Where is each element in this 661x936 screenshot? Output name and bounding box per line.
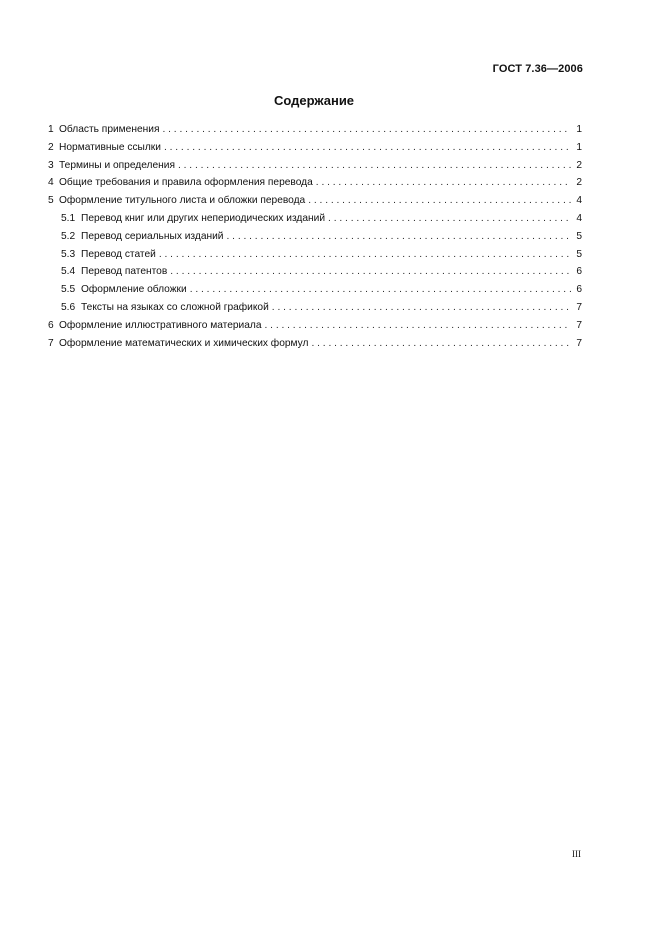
toc-entry[interactable] [48,174,582,192]
toc-entry-page: 7 [576,301,582,313]
toc-entry-number: 1 [48,124,54,135]
toc-entry-page: 6 [576,284,582,296]
dot-leader [272,299,571,317]
dot-leader [227,228,572,246]
toc-entry-label: Перевод патентов [81,266,168,278]
toc-entry[interactable] [48,317,582,335]
toc-entry-number: 5 [48,195,54,207]
toc-entry[interactable] [48,121,582,139]
toc-entry-page: 2 [576,177,582,189]
toc-subentry[interactable] [48,299,582,317]
toc-entry-label: Оформление титульного листа и обложки перевода [59,195,306,207]
toc-entry-page: 7 [576,319,582,331]
toc-entry-label: Область применения [59,124,160,135]
toc-entry-number: 5.2 [61,230,76,242]
toc-entry-page: 5 [576,248,582,260]
dot-leader [164,139,571,157]
toc-entry-label: Нормативные ссылки [59,141,161,153]
toc-subentry[interactable] [48,246,582,264]
table-of-contents [48,121,582,352]
toc-entry-page: 6 [576,266,582,278]
toc-entry-number: 5.3 [61,248,76,260]
toc-entry-label: Перевод сериальных изданий [81,230,224,242]
toc-subentry[interactable] [48,281,582,299]
document-code: ГОСТ 7.36—2006 [492,63,583,75]
toc-entry-number: 5.5 [61,284,76,296]
toc-entry-label: Оформление иллюстративного материала [59,319,262,331]
dot-leader [316,174,571,192]
dot-leader [178,157,571,175]
toc-entry[interactable] [48,335,582,353]
toc-entry-number: 6 [48,319,54,331]
toc-entry-label: Перевод книг или других непериодических изданий [81,212,326,224]
dot-leader [170,263,571,281]
toc-entry-page: 7 [576,337,582,349]
dot-leader [159,246,571,264]
toc-entry-label: Оформление математических и химических формул [59,337,309,349]
toc-entry-page: 1 [576,124,582,135]
toc-entry-number: 5.4 [61,266,76,278]
dot-leader [162,121,571,139]
toc-entry-number: 2 [48,141,54,153]
toc-entry[interactable] [48,192,582,210]
toc-entry[interactable] [48,157,582,175]
toc-entry-page: 2 [576,159,582,171]
dot-leader [265,317,572,335]
toc-entry[interactable] [48,139,582,157]
toc-entry-number: 5.6 [61,301,76,313]
toc-subentry[interactable] [48,263,582,281]
dot-leader [190,281,571,299]
page-number: III [572,849,581,859]
toc-entry-label: Оформление обложки [81,284,187,296]
toc-subentry[interactable] [48,210,582,228]
toc-entry-label: Общие требования и правила оформления перевода [59,177,313,189]
toc-entry-page: 4 [576,195,582,207]
dot-leader [311,335,571,353]
toc-entry-number: 5.1 [61,212,76,224]
toc-entry-page: 5 [576,230,582,242]
toc-entry-label: Тексты на языках со сложной графикой [81,301,269,313]
toc-title: Содержание [273,93,355,108]
toc-entry-number: 3 [48,159,54,171]
toc-entry-page: 4 [576,212,582,224]
toc-entry-label: Термины и определения [59,159,175,171]
dot-leader [308,192,571,210]
toc-entry-page: 1 [576,141,582,153]
toc-entry-number: 7 [48,337,54,349]
toc-subentry[interactable] [48,228,582,246]
dot-leader [328,210,571,228]
toc-entry-number: 4 [48,177,54,189]
toc-entry-label: Перевод статей [81,248,156,260]
